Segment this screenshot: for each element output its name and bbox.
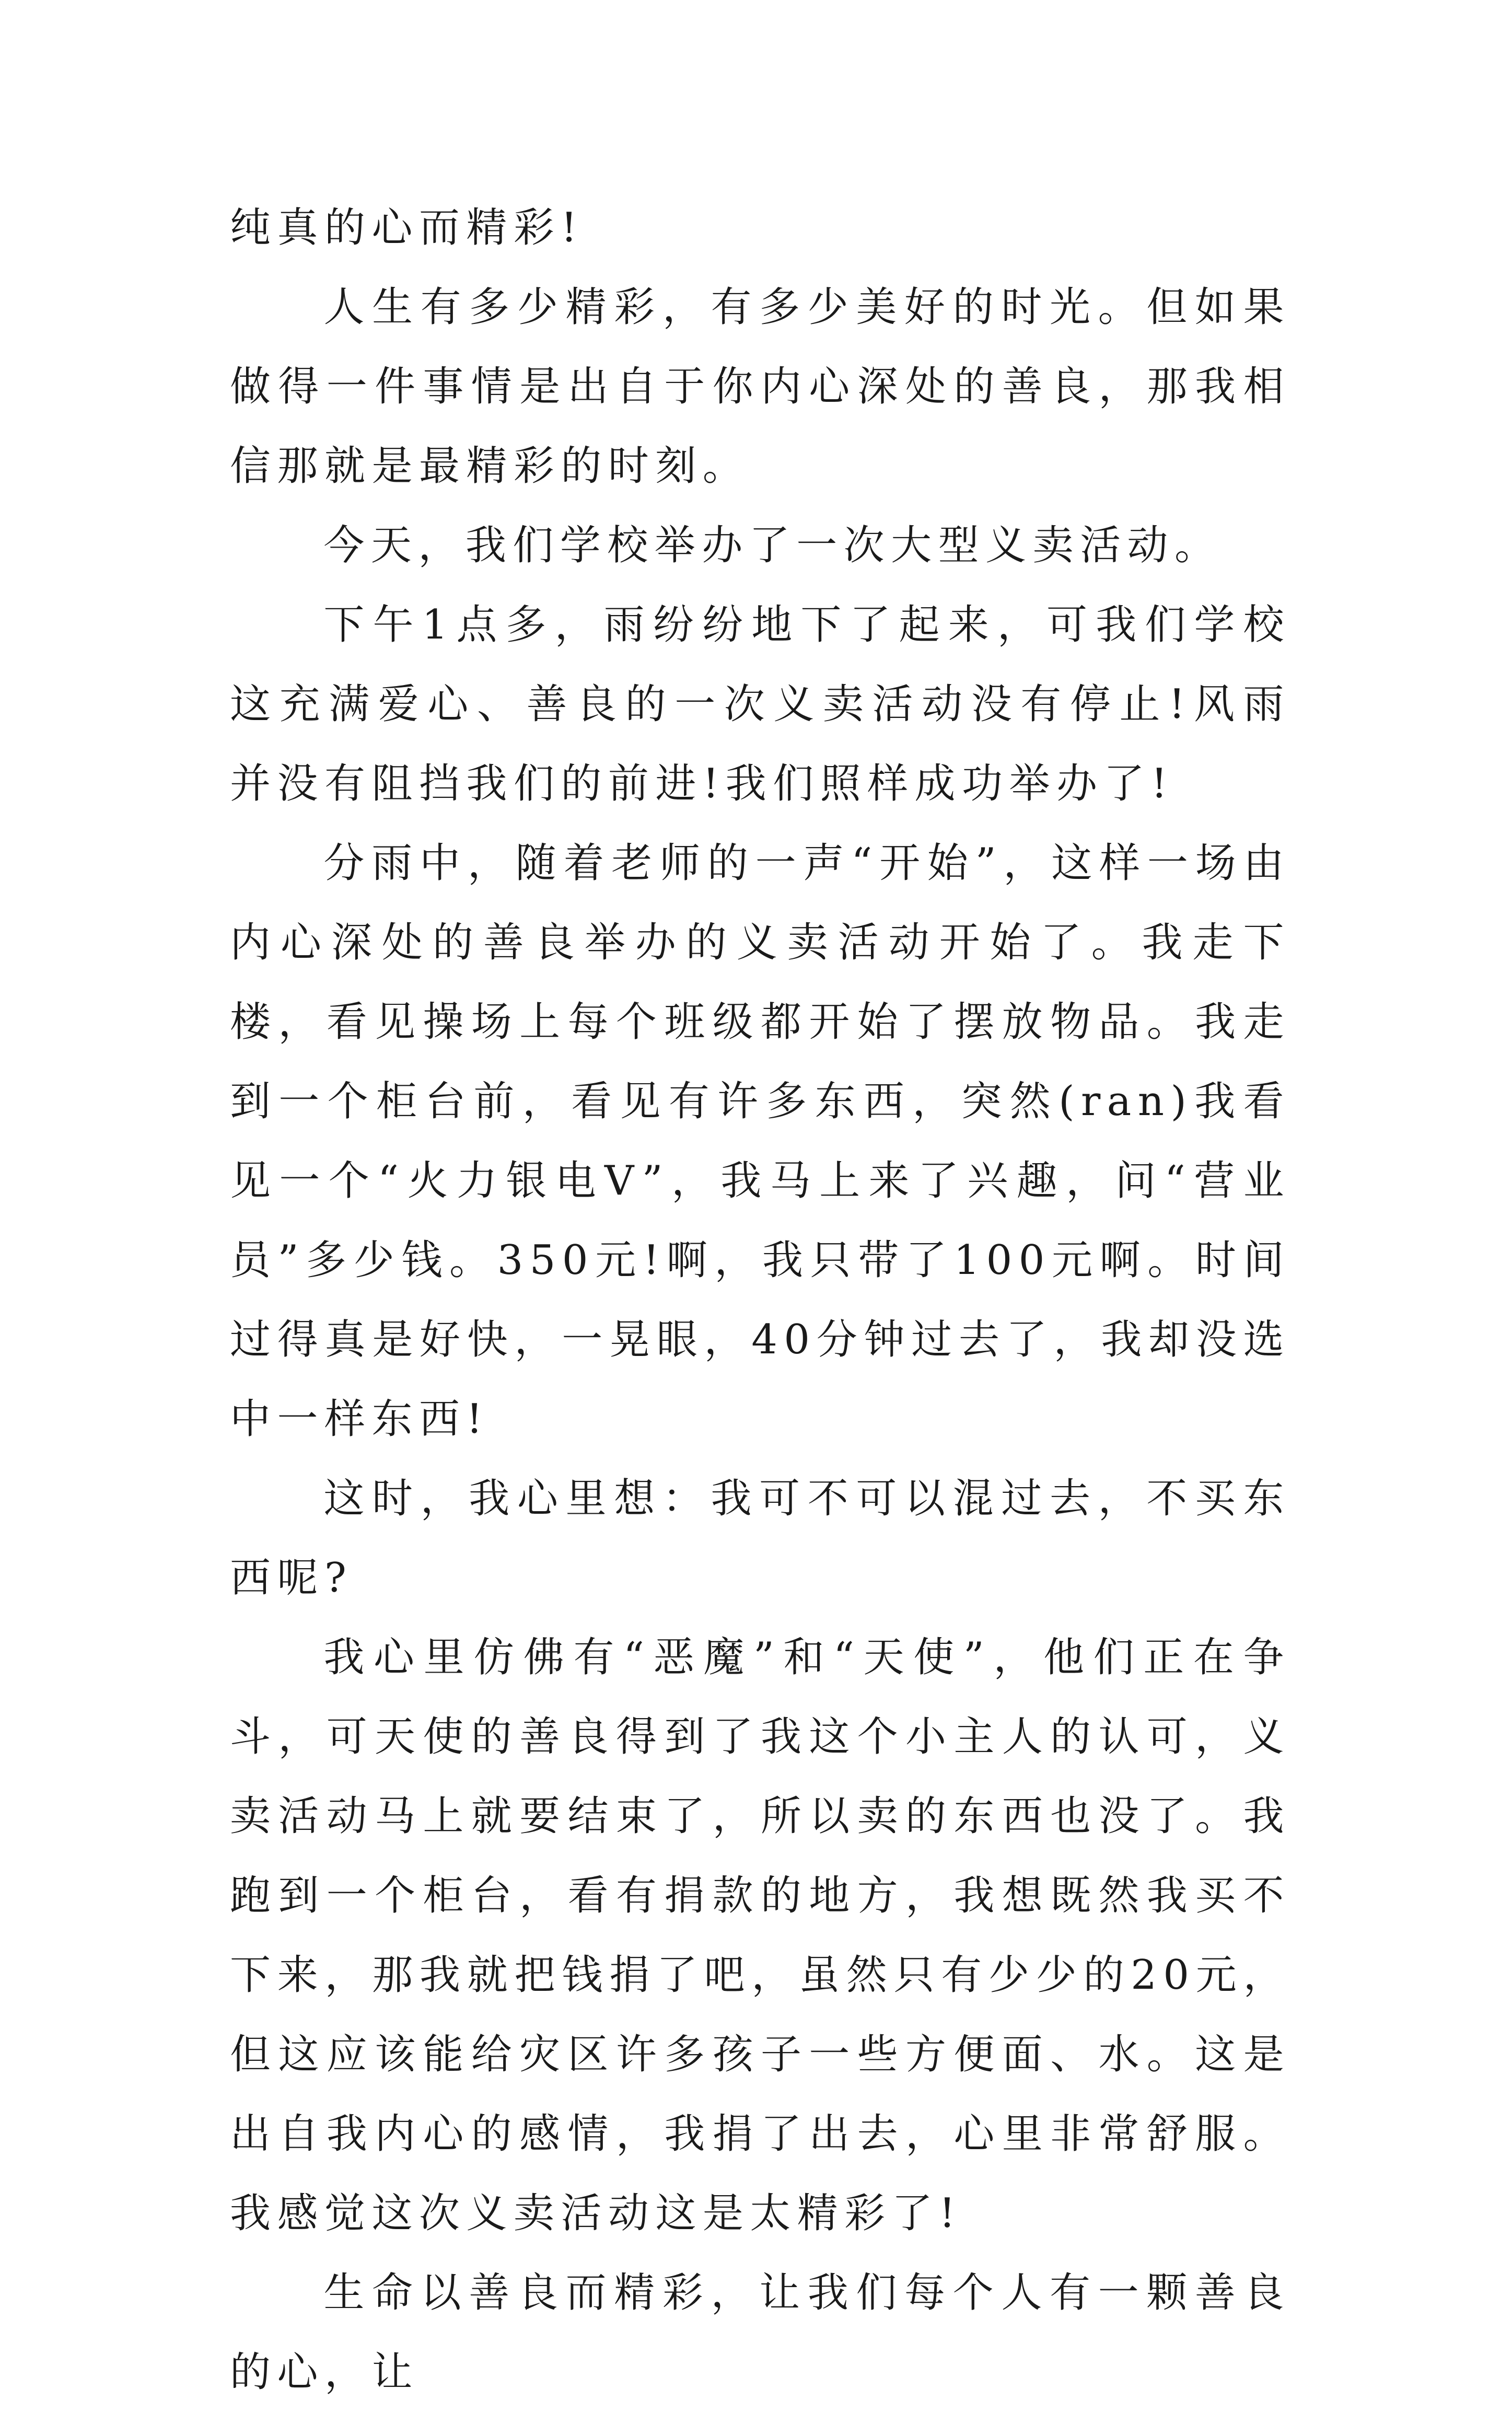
document-body	[230, 188, 1290, 2412]
paragraph-8: 生命以善良而精彩，让我们每个人有一颗善良的心，让	[230, 2269, 1290, 2396]
paragraph-7: 我心里仿佛有“恶魔”和“天使”，他们正在争斗，可天使的善良得到了我这个小主人的认可，义卖活动马上就要结束了，所以卖的东西也没了。我跑到一个柜台，看有捐款的地方，我想既然我买不下来，那我就把钱捐了吧，虽然只有少少的20元，但这应该能给灾区许多孩子一些方便面、水。这是出自我内心的感情，我捐了出去，心里非常舒服。我感觉这次义卖活动这是太精彩了!	[230, 1634, 1290, 2237]
paragraph-6: 这时，我心里想：我可不可以混过去，不买东西呢?	[230, 1475, 1290, 1602]
paragraph-1: 纯真的心而精彩!	[230, 204, 584, 251]
paragraph-4: 下午1点多，雨纷纷地下了起来，可我们学校这充满爱心、善良的一次义卖活动没有停止!风雨并没有阻挡我们的前进!我们照样成功举办了!	[230, 601, 1290, 807]
paragraph-3: 今天，我们学校举办了一次大型义卖活动。	[323, 522, 1222, 569]
paragraph-2: 人生有多少精彩，有多少美好的时光。但如果做得一件事情是出自于你内心深处的善良，那我相信那就是最精彩的时刻。	[230, 284, 1290, 490]
paragraph-5: 分雨中，随着老师的一声“开始”，这样一场由内心深处的善良举办的义卖活动开始了。我走下楼，看见操场上每个班级都开始了摆放物品。我走到一个柜台前，看见有许多东西，突然(ran)我看见一个“火力银电V”，我马上来了兴趣，问“营业员”多少钱。350元!啊，我只带了100元啊。时间过得真是好快，一晃眼，40分钟过去了，我却没选中一样东西!	[230, 840, 1290, 1443]
